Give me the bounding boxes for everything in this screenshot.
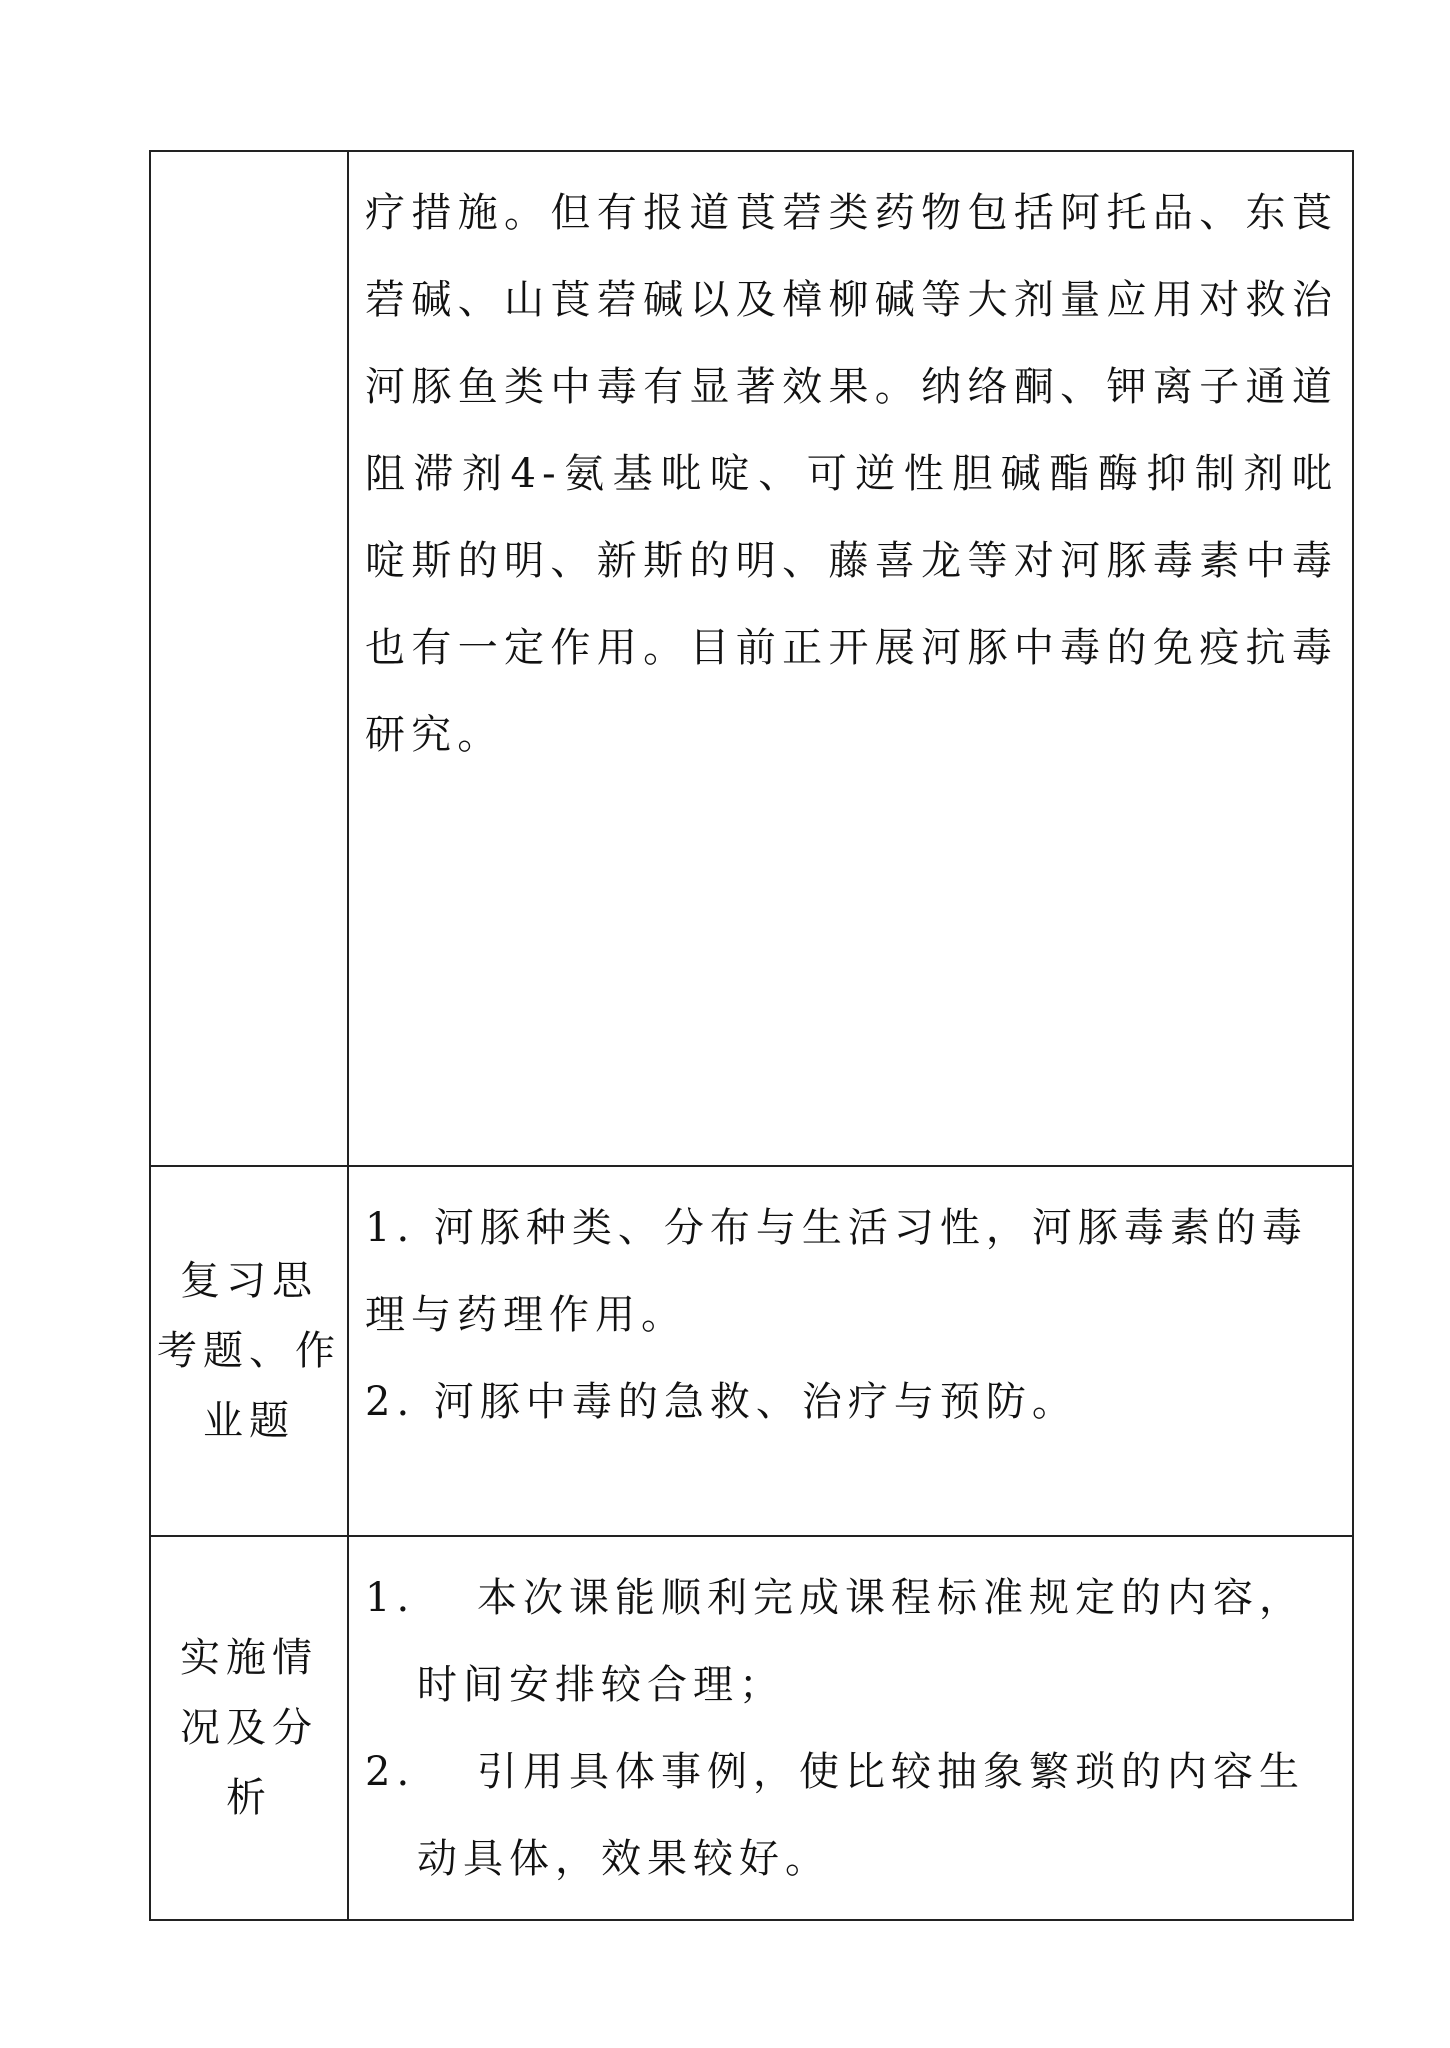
row-label-empty <box>150 151 348 1166</box>
item-text: 引用具体事例，使比较抽象繁琐的内容生动具体，效果较好。 <box>417 1749 1305 1882</box>
review-questions-cell <box>348 1166 1353 1536</box>
review-questions-list <box>365 1185 1338 1446</box>
item-number: 2. <box>365 1379 416 1425</box>
item-text: 河豚中毒的急救、治疗与预防。 <box>433 1379 1078 1425</box>
label-line: 实施情 <box>180 1635 318 1681</box>
item-number: 2. <box>365 1749 416 1795</box>
list-item <box>365 1359 1338 1446</box>
item-number: 1. <box>365 1575 416 1621</box>
label-line: 复习思 <box>180 1258 318 1304</box>
list-item <box>365 1185 1338 1359</box>
treatment-paragraph: 疗措施。但有报道莨菪类药物包括阿托品、东莨菪碱、山莨菪碱以及樟柳碱等大剂量应用对救治河豚鱼类中毒有显著效果。纳络酮、钾离子通道阻滞剂4-氨基吡啶、可逆性胆碱酯酶抑制剂吡啶斯的明、新斯的明、藤喜龙等对河豚毒素中毒也有一定作用。目前正开展河豚中毒的免疫抗毒研究。 <box>365 190 1338 758</box>
analysis-list <box>365 1555 1338 1903</box>
list-item <box>365 1729 1338 1903</box>
table-row <box>150 1166 1353 1536</box>
implementation-analysis-cell <box>348 1536 1353 1920</box>
label-line: 考题、作 <box>157 1328 341 1374</box>
item-number: 1. <box>365 1205 416 1251</box>
list-item <box>365 1555 1338 1729</box>
label-line: 析 <box>226 1775 272 1821</box>
item-text: 河豚种类、分布与生活习性，河豚毒素的毒理与药理作用。 <box>365 1205 1308 1338</box>
lesson-plan-table <box>149 150 1354 1921</box>
label-line: 况及分 <box>180 1705 318 1751</box>
item-text: 本次课能顺利完成课程标准规定的内容，时间安排较合理； <box>417 1575 1305 1708</box>
review-questions-label <box>150 1166 348 1536</box>
table-row <box>150 1536 1353 1920</box>
label-line: 业题 <box>203 1398 295 1444</box>
table-row <box>150 151 1353 1166</box>
treatment-content-cell <box>348 151 1353 1166</box>
implementation-analysis-label <box>150 1536 348 1920</box>
